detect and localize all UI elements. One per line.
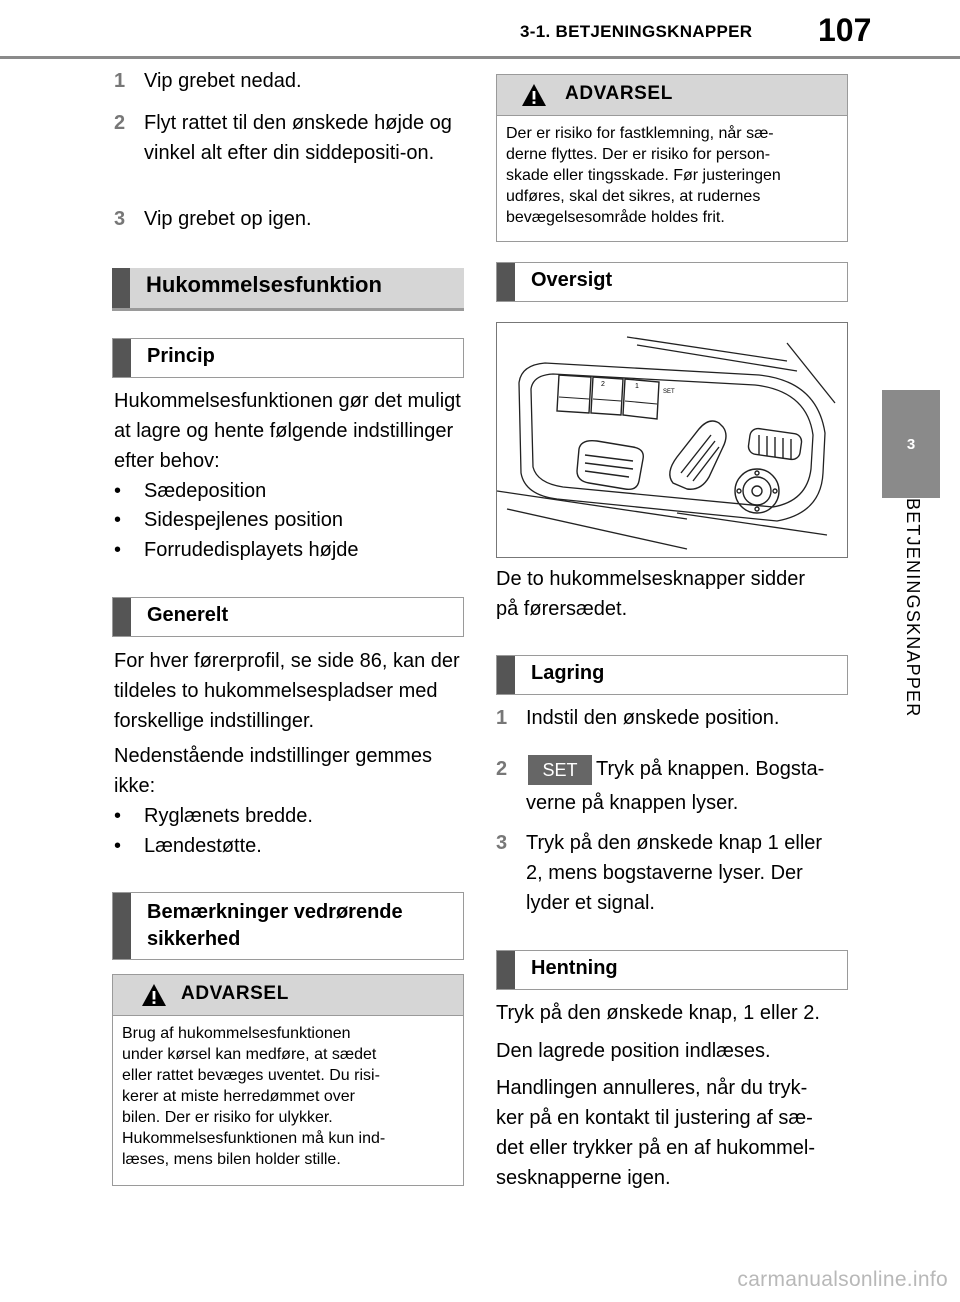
intro-step-2 [114, 108, 464, 168]
heading-bar [497, 656, 515, 694]
warning-title: ADVARSEL [181, 983, 289, 1004]
generelt-text: For hver førerprofil, se side 86, kan der tildeles to hukommelsespladser med forskellige indstillinger. [114, 650, 460, 732]
warning-line: bevægelsesområde holdes frit. [506, 209, 725, 226]
warning-line: under kørsel kan medføre, at sædet [122, 1046, 377, 1063]
subheading-hentning [496, 950, 848, 990]
chapter-side-label: BETJENINGSKNAPPER [903, 498, 923, 718]
subheading-generelt [112, 597, 464, 637]
subheading-label: Princip [147, 345, 215, 367]
warning-line: bilen. Der er risiko for ulykker. [122, 1109, 333, 1126]
warning-line: Hukommelsesfunktionen må kun ind- [122, 1130, 386, 1147]
safety-warning-box [112, 974, 464, 1186]
para-line: sesknapperne igen. [496, 1167, 671, 1189]
lagring-step-3 [496, 828, 848, 918]
bullet-item [114, 505, 464, 535]
heading-bar [112, 268, 130, 308]
header-rule [0, 56, 960, 59]
subheading-label [147, 899, 403, 953]
subheading-line: sikkerhed [147, 928, 241, 950]
caption-line: på førersædet. [496, 598, 628, 620]
warning-line: skade eller tingsskade. Før justeringen [506, 167, 781, 184]
para-line: Handlingen annulleres, når du tryk- [496, 1077, 808, 1099]
bullet-text: Ryglænets bredde. [144, 805, 313, 827]
step-number: 3 [114, 208, 126, 230]
warning-line: eller rattet bevæges uventet. Du risi- [122, 1067, 380, 1084]
section-title: Hukommelsesfunktion [146, 272, 382, 297]
subheading-safety [112, 892, 464, 960]
bullet-dot: • [114, 539, 122, 561]
step-text: Indstil den ønskede position. [526, 707, 780, 729]
chapter-tab-number: 3 [906, 435, 916, 453]
step-text: Vip grebet nedad. [144, 70, 302, 92]
memory-set-label: SET [663, 389, 675, 395]
bullet-text: Lændestøtte. [144, 835, 262, 857]
step-number: 1 [496, 707, 508, 729]
bullet-dot: • [114, 509, 122, 531]
subheading-label: Generelt [147, 604, 229, 626]
heading-bar [113, 339, 131, 377]
subheading-label: Lagring [531, 662, 605, 684]
chapter-title: 3-1. BETJENINGSKNAPPER [520, 22, 753, 41]
bullet-dot: • [114, 805, 122, 827]
heading-bar [113, 893, 131, 959]
chapter-tab[interactable] [882, 390, 940, 498]
bullet-item [114, 831, 464, 861]
heading-bar [497, 951, 515, 989]
step-text-part: verne på knappen lyser. [526, 792, 739, 814]
step-number: 3 [496, 832, 508, 854]
bullet-item [114, 801, 464, 831]
step-number: 2 [496, 758, 508, 780]
warning-text [122, 1023, 455, 1170]
bullet-text: Sædeposition [144, 480, 267, 502]
warning-line: udføres, skal det sikres, at rudernes [506, 188, 761, 205]
warning-header [113, 975, 463, 1016]
hentning-p3 [496, 1073, 848, 1193]
step-text [496, 828, 848, 918]
warning-triangle-icon [141, 983, 167, 1007]
para-line: ker på en kontakt til justering af sæ- [496, 1107, 813, 1129]
heading-bar [497, 263, 515, 301]
warning-title: ADVARSEL [565, 83, 673, 104]
subheading-line: Bemærkninger vedrørende [147, 901, 403, 923]
seat-controls-figure [496, 322, 848, 558]
pinch-warning-box [496, 74, 848, 242]
step-line: Tryk på den ønskede knap 1 eller [526, 832, 823, 854]
warning-line: læses, mens bilen holder stille. [122, 1151, 341, 1168]
subheading-label: Oversigt [531, 269, 613, 291]
watermark: carmanualsonline.info [737, 1268, 948, 1291]
step-text-part: Tryk på knappen. Bogsta- [596, 758, 825, 780]
para-line: det eller trykker på en af hukommel- [496, 1137, 816, 1159]
step-text [496, 752, 848, 820]
intro-step-3 [114, 204, 464, 234]
set-button-icon: SET [528, 755, 592, 785]
section-heading-hukommelsesfunktion [112, 268, 464, 311]
warning-header [497, 75, 847, 116]
step-line: lyder et signal. [526, 892, 655, 914]
warning-line: kerer at miste herredømmet over [122, 1088, 355, 1105]
step-number: 1 [114, 70, 126, 92]
memory-button-1-label: 1 [635, 383, 639, 390]
caption-line: De to hukommelsesknapper sidder [496, 568, 806, 590]
princip-text: Hukommelsesfunktionen gør det muligt at lagre og hente følgende indstillinger efter behov: [114, 390, 461, 472]
generelt-not-saved: Nedenstående indstillinger gemmes ikke: [114, 745, 432, 797]
bullet-dot: • [114, 480, 122, 502]
step-text: Flyt rattet til den ønskede højde og vinkel alt efter din siddepositi-on. [144, 112, 452, 164]
memory-button-2-label: 2 [601, 381, 605, 388]
figure-caption [496, 564, 848, 624]
warning-line: Brug af hukommelsesfunktionen [122, 1025, 351, 1042]
bullet-dot: • [114, 835, 122, 857]
page-number: 107 [818, 12, 872, 48]
step-number: 2 [114, 112, 126, 134]
bullet-text: Sidespejlenes position [144, 509, 344, 531]
hentning-p2: Den lagrede position indlæses. [496, 1040, 771, 1062]
seat-controls-illustration [497, 323, 847, 557]
step-line: 2, mens bogstaverne lyser. Der [526, 862, 803, 884]
subheading-label: Hentning [531, 957, 618, 979]
hentning-p1: Tryk på den ønskede knap, 1 eller 2. [496, 1002, 820, 1024]
step-text: Vip grebet op igen. [144, 208, 312, 230]
warning-line: derne flyttes. Der er risiko for person- [506, 146, 771, 163]
warning-text [506, 123, 839, 228]
subheading-princip [112, 338, 464, 378]
subheading-lagring [496, 655, 848, 695]
warning-triangle-icon [521, 83, 547, 107]
intro-step-1 [114, 66, 464, 96]
subheading-oversigt [496, 262, 848, 302]
warning-line: Der er risiko for fastklemning, når sæ- [506, 125, 774, 142]
bullet-item [114, 476, 464, 506]
heading-bar [113, 598, 131, 636]
lagring-step-1 [496, 703, 848, 733]
lagring-step-2 [496, 752, 848, 820]
memory-buttons [557, 375, 659, 419]
bullet-text: Forrudedisplayets højde [144, 539, 359, 561]
bullet-item [114, 535, 464, 565]
